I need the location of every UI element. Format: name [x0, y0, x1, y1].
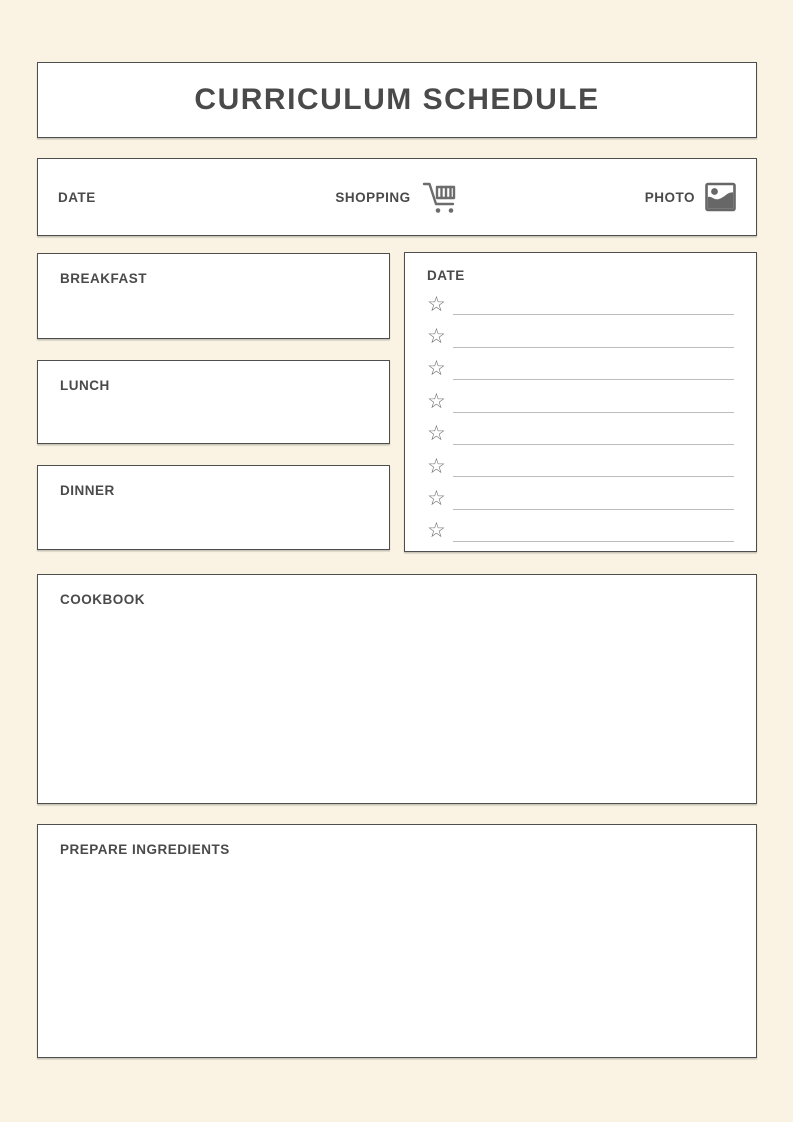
star-icon: ☆ — [427, 389, 446, 413]
write-line[interactable] — [453, 412, 734, 413]
info-shopping-cell[interactable] — [284, 179, 510, 215]
page-title: CURRICULUM SCHEDULE — [194, 83, 600, 116]
lunch-label: LUNCH — [60, 378, 110, 393]
date-label: DATE — [58, 189, 96, 205]
write-line[interactable] — [453, 509, 734, 510]
shopping-cart-icon — [421, 179, 459, 215]
lunch-input-area[interactable] — [40, 401, 387, 441]
prepare-ingredients-label: PREPARE INGREDIENTS — [60, 842, 230, 857]
date-list-row — [427, 418, 734, 450]
lunch-box — [37, 360, 390, 444]
date-star-list — [427, 288, 734, 547]
date-list-row — [427, 515, 734, 547]
title-box — [37, 62, 757, 138]
cookbook-input-area[interactable] — [40, 619, 754, 801]
write-line[interactable] — [453, 476, 734, 477]
date-list-row — [427, 320, 734, 352]
date-list-row — [427, 450, 734, 482]
shopping-label: SHOPPING — [335, 189, 411, 205]
prepare-ingredients-input-area[interactable] — [40, 869, 754, 1055]
date-list-row — [427, 353, 734, 385]
breakfast-label: BREAKFAST — [60, 271, 148, 286]
info-date-cell[interactable] — [58, 190, 284, 205]
photo-image-icon — [705, 182, 736, 212]
dinner-box — [37, 465, 390, 550]
photo-label: PHOTO — [644, 189, 695, 205]
star-icon: ☆ — [427, 422, 446, 446]
info-photo-cell[interactable] — [510, 182, 736, 212]
dinner-label: DINNER — [60, 483, 115, 498]
write-line[interactable] — [453, 314, 734, 315]
star-icon: ☆ — [427, 487, 446, 511]
date-list-label: DATE — [427, 268, 465, 283]
star-icon: ☆ — [427, 357, 446, 381]
write-line[interactable] — [453, 379, 734, 380]
write-line[interactable] — [453, 541, 734, 542]
cookbook-box — [37, 574, 757, 804]
prepare-ingredients-box — [37, 824, 757, 1058]
star-icon: ☆ — [427, 325, 446, 349]
star-icon: ☆ — [427, 292, 446, 316]
dinner-input-area[interactable] — [40, 506, 387, 547]
star-icon: ☆ — [427, 454, 446, 478]
date-list-row — [427, 385, 734, 417]
info-bar — [37, 158, 757, 236]
date-list-row — [427, 288, 734, 320]
write-line[interactable] — [453, 444, 734, 445]
star-icon: ☆ — [427, 519, 446, 543]
date-list-row — [427, 482, 734, 514]
breakfast-input-area[interactable] — [40, 294, 387, 336]
breakfast-box — [37, 253, 390, 339]
write-line[interactable] — [453, 347, 734, 348]
date-list-box — [404, 252, 757, 552]
cookbook-label: COOKBOOK — [60, 592, 145, 607]
